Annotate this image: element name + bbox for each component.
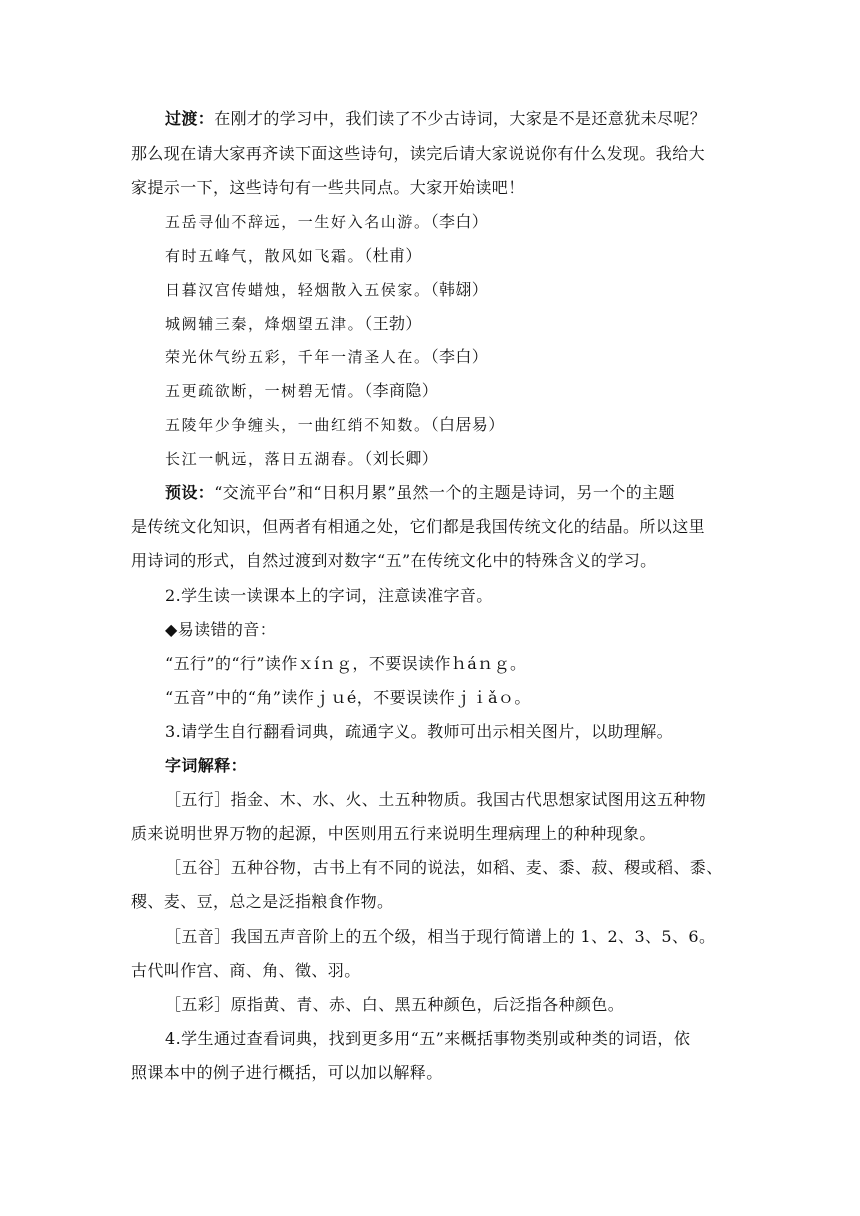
preset-line-2: 是传统文化知识，但两者有相通之处，它们都是我国传统文化的结晶。所以这里: [131, 517, 706, 536]
poem-text: 有时五峰气，散风如飞霜。: [165, 247, 365, 265]
term-wuxing-line-2: 质来说明世界万物的起源，中医则用五行来说明生理病理上的种种现象。: [131, 824, 656, 843]
preset-text-1: “交流平台”和“日积月累”虽然一个的主题是诗词，另一个的主题: [214, 483, 675, 502]
term-wucai-def: 原指黄、青、赤、白、黑五种颜色，后泛指各种颜色。: [230, 995, 625, 1014]
poem-line: [165, 448, 438, 470]
poem-author: （白居易）: [430, 415, 505, 434]
term-wuyin-line-2: 古代叫作宫、商、角、徵、羽。: [131, 961, 361, 980]
poem-text: 五更疏欲断，一树碧无情。: [165, 382, 365, 400]
term-wugu-line-2: 稷、麦、豆，总之是泛指粮食作物。: [131, 892, 394, 911]
step-4-line-1: 4.学生通过查看词典，找到更多用“五”来概括事物类别或种类的词语，依: [165, 1029, 691, 1048]
poem-text: 日暮汉宫传蜡烛，轻烟散入五侯家。: [165, 281, 431, 299]
step-4-line-2: 照课本中的例子进行概括，可以加以解释。: [131, 1063, 443, 1082]
intro-text-1: 在刚才的学习中，我们读了不少古诗词，大家是不是还意犹未尽呢？: [214, 109, 707, 128]
intro-line-2: 那么现在请大家再齐读下面这些诗句，读完后请大家说说你有什么发现。我给大: [131, 144, 706, 163]
step-2: 2.学生读一读课本上的字词，注意读准字音。: [165, 586, 493, 605]
poem-author: （杜甫）: [364, 246, 422, 265]
term-wucai: ［五彩］: [165, 995, 231, 1014]
term-wugu-line-1: [165, 857, 723, 879]
term-wugu: ［五谷］: [165, 858, 231, 877]
step-3: 3.请学生自行翻看词典，疏通字义。教师可出示相关图片，以助理解。: [165, 722, 674, 741]
term-wuyin: ［五音］: [165, 927, 231, 946]
poem-author: （李商隐）: [364, 381, 439, 400]
preset-line-3: 用诗词的形式，自然过渡到对数字“五”在传统文化中的特殊含义的学习。: [131, 551, 657, 570]
poem-line: [165, 211, 488, 233]
poem-text: 五陵年少争缠头，一曲红绡不知数。: [165, 416, 431, 434]
poem-text: 荣光休气纷五彩，千年一清圣人在。: [165, 348, 431, 366]
poem-line: [165, 414, 505, 436]
preset-line-1: [165, 482, 675, 504]
poem-author: （刘长卿）: [364, 449, 439, 468]
preset-label: 预设：: [165, 483, 215, 502]
intro-label: 过渡：: [165, 109, 215, 128]
poem-text: 长江一帆远，落日五湖春。: [165, 450, 365, 468]
pronunciation-note-1: “五行”的“行”读作ｘíｎｇ，不要误读作ｈáｎｇ。: [165, 654, 527, 673]
term-wuyin-line-1: [165, 926, 715, 948]
term-wuyin-def: 我国五声音阶上的五个级，相当于现行简谱上的 1、2、3、5、6。: [230, 927, 716, 946]
intro-line-3: 家提示一下，这些诗句有一些共同点。大家开始读吧！: [131, 178, 525, 197]
explanation-heading: 字词解释：: [165, 756, 248, 775]
intro-line-1: [165, 108, 706, 130]
poem-author: （王勃）: [364, 314, 422, 333]
term-wuxing: ［五行］: [165, 790, 231, 809]
poem-line: [165, 380, 438, 402]
poem-author: （韩翃）: [430, 280, 489, 299]
term-wuxing-line-1: [165, 789, 706, 811]
poem-line: [165, 279, 488, 301]
term-wucai-line-1: [165, 994, 624, 1016]
poem-line: [165, 313, 422, 335]
poem-author: （李白）: [430, 347, 489, 366]
poem-line: [165, 346, 488, 368]
term-wuxing-def: 指金、木、水、火、土五种物质。我国古代思想家试图用这五种物: [230, 790, 707, 809]
pronunciation-note-2: “五音”中的“角”读作ｊｕé，不要误读作ｊｉǎｏ。: [165, 688, 531, 707]
poem-line: [165, 245, 422, 267]
poem-text: 五岳寻仙不辞远，一生好入名山游。: [165, 213, 431, 231]
easy-misread-label: ◆易读错的音：: [165, 620, 277, 639]
poem-text: 城阙辅三秦，烽烟望五津。: [165, 315, 365, 333]
term-wugu-def: 五种谷物，古书上有不同的说法，如稻、麦、黍、菽、稷或稻、黍、: [230, 858, 723, 877]
poem-author: （李白）: [430, 212, 489, 231]
